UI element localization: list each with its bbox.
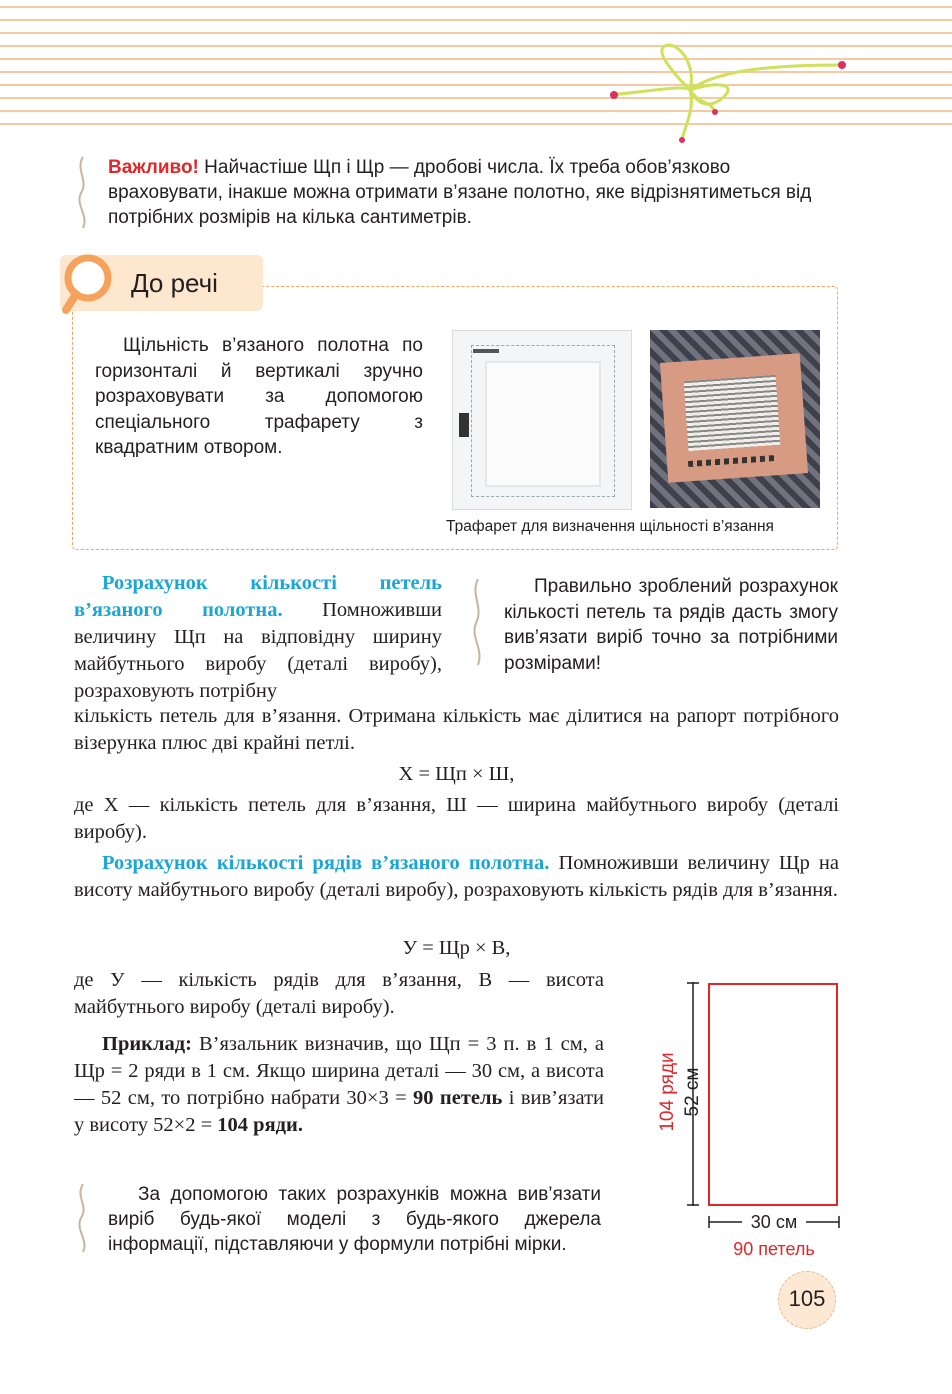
rows-paragraph — [74, 850, 839, 904]
final-note: За допомогою таких розрахунків можна вив’язати виріб будь-якої моделі з будь-якого джерела інформації, підставляючи у формули потрібні мірки. — [108, 1184, 601, 1255]
rows-heading: Розрахунок кількості рядів в’язаного полотна. — [102, 852, 550, 874]
stitches-explanation: де Х — кількість петель для в’язання, Ш — ширина майбутнього виробу (деталі виробу). — [74, 794, 839, 843]
stitches-paragraph-top — [74, 570, 442, 705]
example-bold-1: 90 петель — [413, 1087, 503, 1109]
photo-caption: Трафарет для визначення щільності в’язання — [446, 518, 774, 535]
rows-explanation: де У — кількість рядів для в’язання, В — висота майбутнього виробу (деталі виробу). — [74, 969, 604, 1018]
example-text-2: і вив’язати у висоту 52×2 = — [74, 1087, 604, 1136]
example-text-1: В’язальник визначив, що Щп = 3 п. в 1 см, а Щр = 2 ряди в 1 см. Якщо ширина деталі — 30 см, а висота — 52 см, то потрібно набрати 30×3 = — [74, 1033, 604, 1109]
example-bold-2: 104 ряди. — [217, 1114, 303, 1136]
stitches-heading: Розрахунок кількості петель в’язаного полотна. — [74, 572, 442, 621]
width-stitches-label: 90 петель — [733, 1239, 815, 1259]
example-paragraph — [74, 1031, 604, 1139]
magnifier-icon — [58, 252, 118, 316]
stencil-text: Щільність в’язаного полотна по горизонталі й вертикалі зручно розраховувати за допомогою спеціального трафарету з квадратним отвором. — [95, 335, 423, 458]
stencil-photo-2 — [650, 330, 820, 508]
squiggle-decoration — [470, 577, 486, 667]
important-label: Важливо! — [108, 157, 199, 178]
important-note — [108, 155, 843, 230]
stitches-paragraph-bottom: кількість петель для в’язання. Отримана кількість має ділитися на рапорт потрібного візерунка плюс дві крайні петлі. — [74, 705, 839, 754]
height-rows-label: 104 ряди — [657, 1052, 678, 1132]
squiggle-decoration — [75, 155, 91, 230]
stitches-text-part: Помноживши величину Щп на відповідну ширину майбутнього виробу (деталі виробу), розраховують потрібну — [74, 599, 442, 702]
ribbon-bow-icon — [600, 40, 860, 150]
important-text: Найчастіше Щп і Щр — дробові числа. Їх треба обов’язково враховувати, інакше можна отримати в’язане полотно, яке відрізнятиметься від потрібних розмірів на кілька сантиметрів. — [108, 157, 812, 228]
side-note: Правильно зроблений розрахунок кількості петель та рядів дасть змогу вив’язати виріб точно за потрібними розмірами! — [504, 576, 838, 674]
did-you-know-title: До речі — [131, 268, 218, 298]
width-cm-label: 30 см — [750, 1212, 798, 1232]
stencil-photo-1 — [452, 330, 632, 510]
rows-formula: У = Щр × В, — [402, 937, 511, 959]
rows-text: Помноживши величину Щр на висоту майбутнього виробу (деталі виробу), розраховують кількість рядів для в’язання. — [74, 852, 839, 901]
example-label: Приклад: — [102, 1033, 192, 1055]
height-cm-label: 52 см — [682, 1067, 703, 1117]
stitches-formula: Х = Щп × Ш, — [398, 763, 515, 785]
squiggle-decoration — [75, 1182, 91, 1254]
garment-rectangle — [708, 983, 838, 1206]
page-number: 105 — [788, 1286, 826, 1311]
